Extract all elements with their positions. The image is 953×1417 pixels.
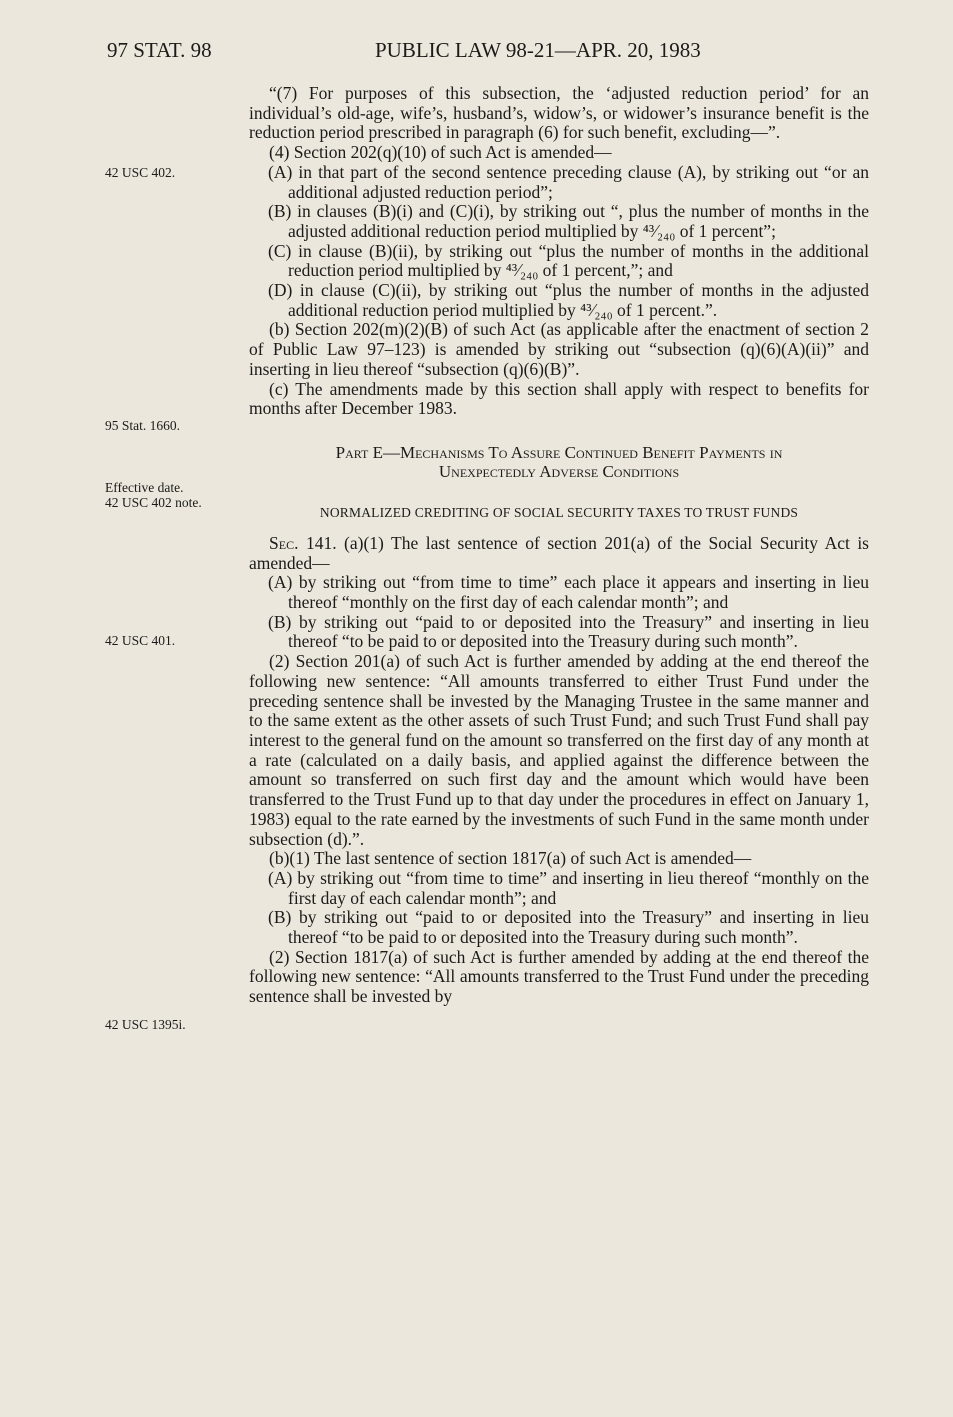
- stat-page-number: 97 STAT. 98: [107, 38, 212, 62]
- part-e-title: [249, 443, 869, 481]
- subsection-b1: (b)(1) The last sentence of section 1817(a) of such Act is amended—: [269, 848, 752, 869]
- subsection-b2: (2) Section 1817(a) of such Act is further amended by adding at the end thereof the following new sentence: “All amounts transferred to the Trust Fund under the preceding sentence shall be invested by: [249, 946, 869, 1007]
- clause-c: (C) in clause (B)(ii), by striking out “plus the number of months in the additional reduction period multiplied by ⁴³⁄₂₄₀ of 1 percent,”; and: [268, 240, 869, 281]
- paragraph-4-intro: (4) Section 202(q)(10) of such Act is amended—: [269, 142, 612, 163]
- clause-a: (A) in that part of the second sentence preceding clause (A), by striking out “or an additional adjusted reduction period”;: [268, 161, 869, 202]
- margin-note-95-stat-1660: 95 Stat. 1660.: [105, 418, 181, 433]
- section-141-intro: [249, 534, 869, 573]
- margin-note-42-usc-402: 42 USC 402.: [105, 165, 176, 180]
- subsection-b: (b) Section 202(m)(2)(B) of such Act (as applicable after the enactment of section 2 of Public Law 97–123) is amended by striking out “subsection (q)(6)(A)(ii)” and inserting in lieu thereof “subsection (q)(6)(B)”.: [249, 319, 869, 379]
- body-text: [249, 84, 869, 1007]
- part-title-line-2: Unexpectedly Adverse Conditions: [438, 461, 680, 481]
- paragraph-7-definition: “(7) For purposes of this subsection, the ‘adjusted reduction period’ for an individual’s old-age, wife’s, husband’s, widow’s, or widower’s insurance benefit is the reduction period prescribed in paragraph (6) for such benefit, excluding—”.: [249, 83, 869, 143]
- section-heading: NORMALIZED CREDITING OF SOCIAL SECURITY TAXES TO TRUST FUNDS: [319, 504, 799, 520]
- subsection-b1-clause-b: (B) by striking out “paid to or deposited into the Treasury” and inserting in lieu thereof “to be paid to or deposited into the Treasury during such month”.: [268, 907, 869, 948]
- section-label: Sec.: [269, 532, 299, 553]
- margin-note-42-usc-1395i: 42 USC 1395i.: [105, 1017, 186, 1032]
- section-141-paragraph-2: (2) Section 201(a) of such Act is further amended by adding at the end thereof the following new sentence: “All amounts transferred to either Trust Fund under the preceding sentence shall be invested by the Managing Trustee in the same manner and to the same extent as the other assets of such Trust Fund; and such Trust Fund shall pay interest to the general fund on the amount so transferred on the first day of any month at a rate (calculated on a daily basis, and applied against the difference between the amount so transferred on such first day and the amount which would have been transferred to the Trust Fund up to that day under the procedures in effect on January 1, 1983) equal to the rate earned by the investments of such Fund in the same month under subsection (d).”.: [249, 651, 869, 849]
- margin-note-42-usc-402-note: 42 USC 402 note.: [105, 495, 202, 510]
- subsection-b1-clause-a: (A) by striking out “from time to time” and inserting in lieu thereof “monthly on the first day of each calendar month”; and: [268, 867, 869, 908]
- section-141-text: 141. (a)(1) The last sentence of section 201(a) of the Social Security Act is amended—: [249, 532, 869, 573]
- clause-b: (B) in clauses (B)(i) and (C)(i), by striking out “, plus the number of months in the adjusted additional reduction period multiplied by ⁴³⁄₂₄₀ of 1 percent”;: [268, 201, 869, 241]
- margin-note-effective-date: Effective date.: [105, 480, 184, 495]
- section-141-clause-b: (B) by striking out “paid to or deposited into the Treasury” and inserting in lieu thereof “to be paid to or deposited into the Treasury during such month”.: [268, 611, 869, 652]
- part-title-line-1: Part E—Mechanisms To Assure Continued Benefit Payments in: [335, 442, 783, 462]
- clause-d: (D) in clause (C)(ii), by striking out “plus the number of months in the adjusted additional reduction period multiplied by ⁴³⁄₂₄₀ of 1 percent.”.: [268, 280, 869, 320]
- subsection-c: (c) The amendments made by this section shall apply with respect to benefits for months after December 1983.: [249, 378, 869, 419]
- section-141-clause-a: (A) by striking out “from time to time” each place it appears and inserting in lieu thereof “monthly on the first day of each calendar month”; and: [268, 572, 869, 613]
- running-header: PUBLIC LAW 98-21—APR. 20, 1983: [375, 38, 701, 62]
- margin-note-42-usc-401: 42 USC 401.: [105, 633, 176, 648]
